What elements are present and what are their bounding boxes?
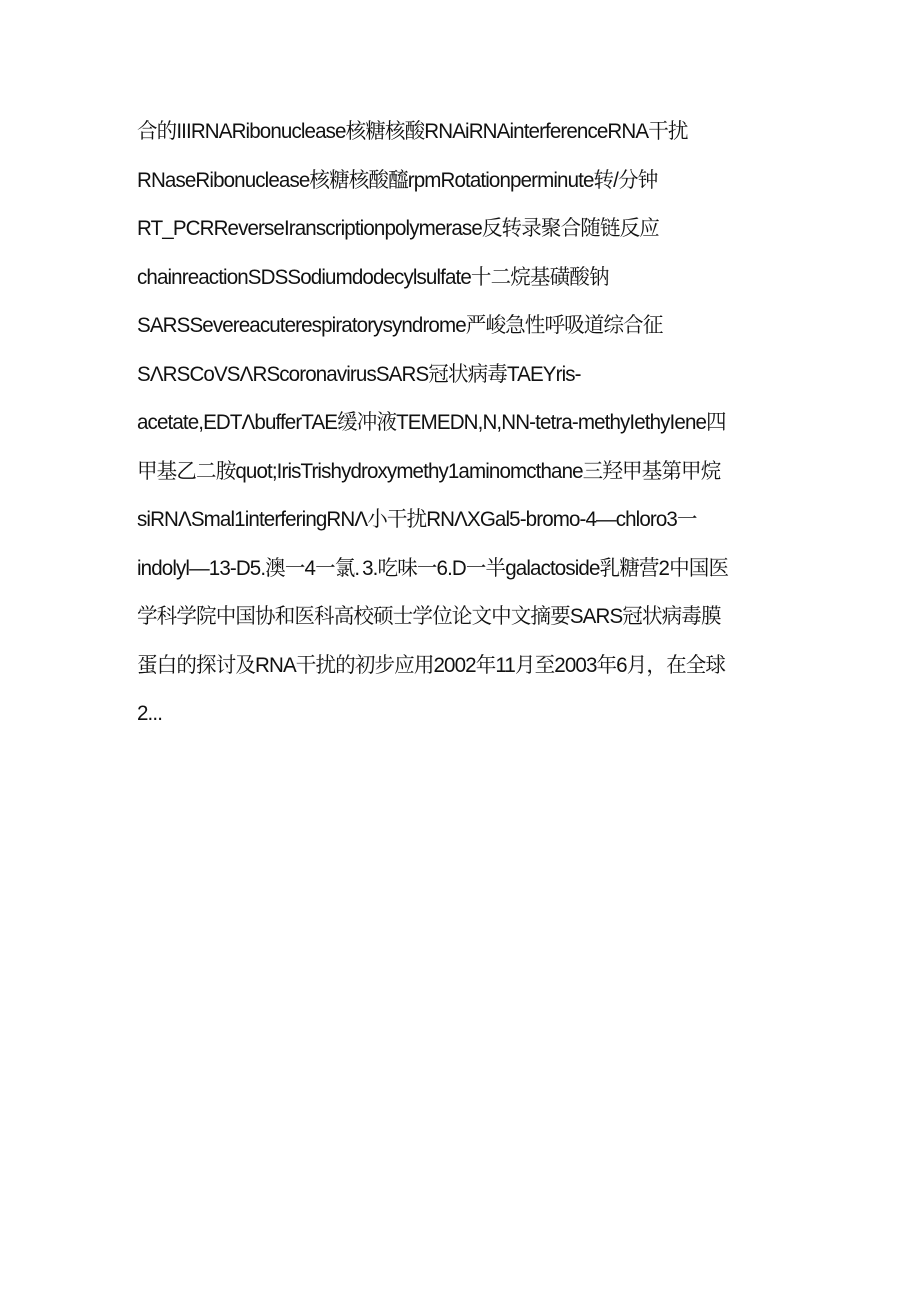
- text-line: 学科学院中国协和医科高校硕士学位论文中文摘要SARS冠状病毒膜: [137, 605, 721, 628]
- text-line: chainreactionSDSSodiumdodecylsulfate十二烷基磺酸钠: [137, 265, 609, 289]
- text-line: RNaseRibonuclease核糖核酸醯rpmRotationperminute转/分钟: [137, 168, 658, 192]
- document-text: [137, 112, 797, 743]
- text-line: 甲基乙二胺quot;IrisTrishydroxymethy1aminomcthane三羟甲基第甲烷: [137, 459, 721, 483]
- text-line: acetate,EDTΛbufferTAE缓冲液TEMEDN,N,NN-tetra-methyIethyIene四: [137, 411, 726, 434]
- text-line: 2...: [137, 702, 163, 725]
- text-line: SARSSevereacuterespiratorysyndrome严峻急性呼吸道综合征: [137, 314, 663, 337]
- text-line: siRNΛSmal1interferingRNΛ小干扰RNΛXGal5-bromo-4—chloro3一: [137, 508, 697, 531]
- text-line: SΛRSCoVSΛRScoronavirusSARS冠状病毒TAEYris-: [137, 362, 581, 386]
- text-line: 合的IIIRNARibonuclease核糖核酸RNAiRNAinterferenceRNA干扰: [137, 120, 688, 143]
- text-line: 蛋白的探讨及RNA干扰的初步应用2002年11月至2003年6月，在全球: [137, 653, 726, 677]
- text-line: RT_PCRReverseIranscriptionpolymerase反转录聚合随链反应: [137, 217, 659, 240]
- text-line: indolyl—13-D5.澳一4一氯. 3.吃味一6.D一半galactoside乳糖营2中国医: [137, 556, 729, 580]
